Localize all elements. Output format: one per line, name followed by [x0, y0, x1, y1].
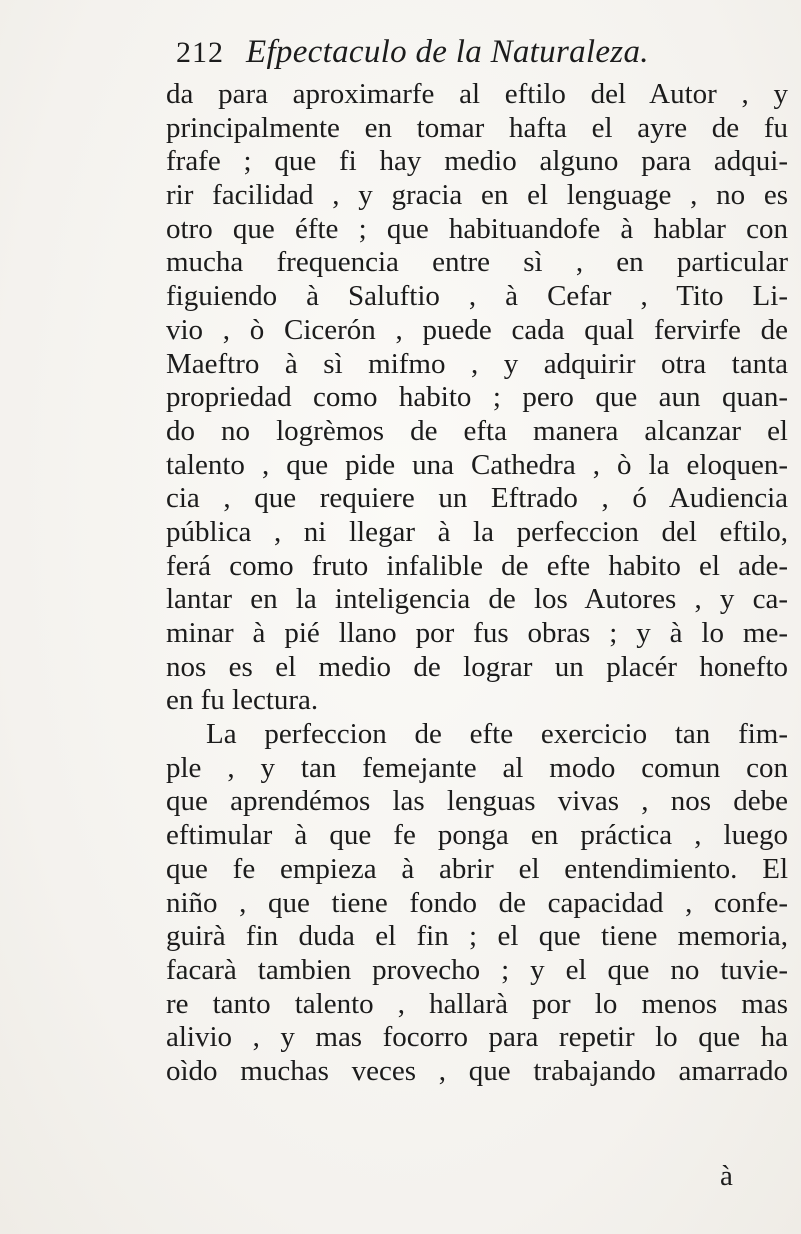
text-line: principalmente en tomar hafta el ayre de fu: [166, 111, 788, 144]
running-head: [176, 34, 649, 78]
text-line: niño , que tiene fondo de capacidad , confe-: [166, 886, 788, 919]
text-line: frafe ; que fi hay medio alguno para adqui-: [166, 145, 788, 178]
text-line: guirà fin duda el fin ; el que tiene memoria,: [166, 920, 788, 953]
text-line: eftimular à que fe ponga en práctica , luego: [166, 819, 788, 852]
text-line-paragraph-start: La perfeccion de efte exercicio tan fim-: [206, 718, 788, 751]
text-line: alivio , y mas focorro para repetir lo que ha: [166, 1021, 788, 1054]
text-line: nos es el medio de lograr un placér honefto: [166, 650, 788, 683]
body-text: [166, 78, 788, 1089]
text-line: minar à pié llano por fus obras ; y à lo me-: [166, 617, 788, 649]
running-title: Efpectaculo de la Naturaleza.: [246, 34, 649, 70]
text-line: cia , que requiere un Eftrado , ó Audiencia: [166, 482, 788, 515]
text-line-paragraph-end: en fu lectura.: [166, 684, 319, 717]
text-line: que fe empieza à abrir el entendimiento. El: [166, 852, 788, 885]
text-line: ple , y tan femejante al modo comun con: [166, 751, 788, 784]
text-line: figuiendo à Saluftio , à Cefar , Tito Li-: [166, 280, 788, 313]
text-line: otro que éfte ; que habituandofe à hablar con: [166, 212, 788, 245]
text-line: mucha frequencia entre sì , en particular: [166, 246, 788, 279]
catchword: à: [720, 1160, 733, 1192]
text-line: ferá como fruto infalible de efte habito el ade-: [166, 549, 788, 582]
text-line: lantar en la inteligencia de los Autores , y ca-: [166, 583, 788, 616]
text-line: talento , que pide una Cathedra , ò la eloquen-: [166, 448, 788, 481]
text-line: propriedad como habito ; pero que aun quan-: [166, 381, 788, 414]
text-line: re tanto talento , hallarà por lo menos mas: [166, 987, 788, 1020]
text-line: facarà tambien provecho ; y el que no tuvie-: [166, 953, 788, 986]
page-number: 212: [176, 36, 224, 69]
text-line: da para aproximarfe al eftilo del Autor , y: [166, 78, 788, 110]
text-line: que aprendémos las lenguas vivas , nos debe: [166, 785, 788, 818]
text-line: Maeftro à sì mifmo , y adquirir otra tanta: [166, 347, 788, 380]
text-line: rir facilidad , y gracia en el lenguage , no es: [166, 179, 788, 212]
text-line: do no logrèmos de efta manera alcanzar el: [166, 414, 788, 447]
text-line: oìdo muchas veces , que trabajando amarrado: [166, 1054, 788, 1087]
text-line: pública , ni llegar à la perfeccion del eftilo,: [166, 515, 788, 548]
text-line: vio , ò Cicerón , puede cada qual fervirfe de: [166, 313, 788, 346]
